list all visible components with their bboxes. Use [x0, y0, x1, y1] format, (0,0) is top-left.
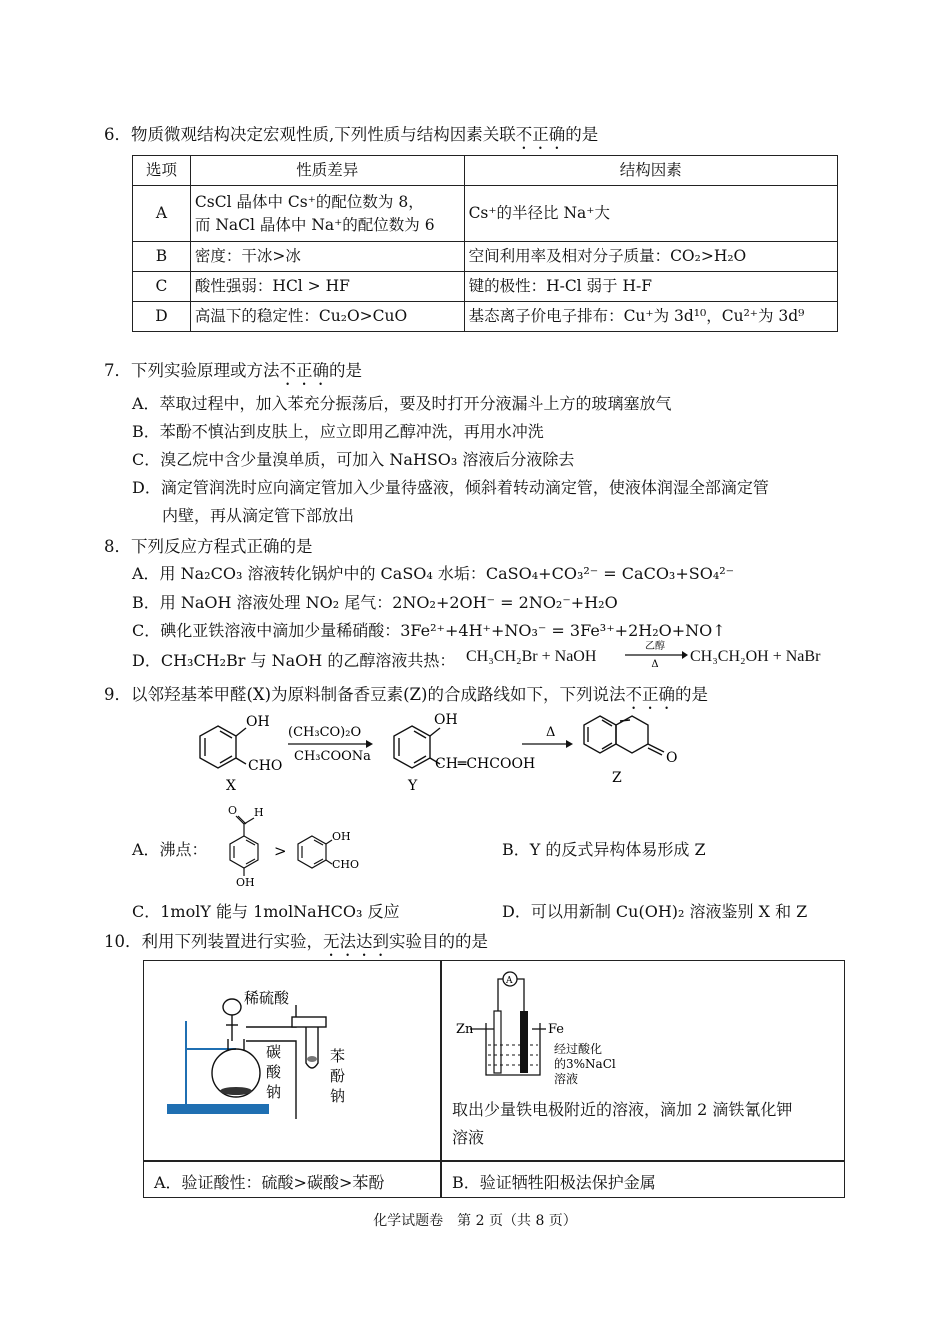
q6-row-property: 酸性强弱：HCl > HF — [190, 272, 464, 302]
q10-stem-text: 利用下列装置进行实验， — [141, 932, 323, 951]
svg-text:O: O — [228, 804, 238, 817]
z-label: Z — [612, 770, 622, 786]
q6-row-option: D — [133, 302, 191, 332]
x-oh-label: OH — [246, 714, 270, 730]
flask-label-3: 钠 — [266, 1083, 282, 1101]
q8-stem-text: 下列反应方程式正确的是 — [131, 537, 313, 556]
q6-row-property — [190, 186, 464, 242]
a-ortho-oh: OH — [332, 830, 351, 843]
q9-option-a-label: A．沸点： — [132, 840, 208, 859]
table-row — [133, 242, 838, 272]
flask-label-1: 碳 — [266, 1043, 282, 1061]
q9-option-c: C．1molY 能与 1molNaHCO₃ 反应 — [132, 902, 400, 921]
q7-stem-text: 下列实验原理或方法 — [131, 361, 280, 380]
q6-row-property-line1: CsCl 晶体中 Cs⁺的配位数为 8， — [194, 192, 424, 211]
z-carbonyl-o: O — [666, 750, 678, 766]
q10-stem-end: 实验目的的是 — [389, 932, 488, 951]
q10-apparatus-table — [143, 960, 845, 1198]
q9-option-a-structures — [208, 800, 368, 888]
flask-label-2: 酸 — [266, 1063, 282, 1081]
solution-label-2: 的3%NaCl — [554, 1057, 616, 1071]
q8-stem — [104, 533, 313, 557]
q6-row-property: 高温下的稳定性：Cu₂O>CuO — [190, 302, 464, 332]
tube-label-2: 酚 — [330, 1067, 346, 1085]
q10-caption-a: A．验证酸性：硫酸>碳酸>苯酚 — [154, 1173, 385, 1192]
q6-stem-end: 的是 — [565, 125, 599, 144]
q6-row-factor: 基态离子价电子排布：Cu⁺为 3d¹⁰，Cu²⁺为 3d⁹ — [464, 302, 837, 332]
q6-header-option: 选项 — [133, 156, 191, 186]
q8-reaction-arrow — [622, 640, 688, 670]
y-oh-label: OH — [434, 712, 458, 728]
q8-option-d-reactants: CH₃CH₂Br + NaOH — [466, 648, 597, 665]
reagent-bottom: CH₃COONa — [294, 749, 371, 764]
q9-option-d: D．可以用新制 Cu(OH)₂ 溶液鉴别 X 和 Z — [502, 902, 808, 921]
q8-option-c: C．碘化亚铁溶液中滴加少量稀硝酸：3Fe²⁺+4H⁺+NO₃⁻ = 3Fe³⁺+2H₂O+NO↑ — [132, 621, 726, 640]
zinc-electrode-label: Zn — [456, 1022, 474, 1037]
q6-header-property: 性质差异 — [190, 156, 464, 186]
q6-row-option: C — [133, 272, 191, 302]
heat-label: Δ — [546, 725, 556, 740]
q10-number: 10． — [104, 932, 142, 951]
q6-row-option: B — [133, 242, 191, 272]
q6-row-factor: 空间利用率及相对分子质量：CO₂>H₂O — [464, 242, 837, 272]
solution-label-1: 经过酸化 — [554, 1042, 603, 1056]
q8-option-b: B．用 NaOH 溶液处理 NO₂ 尾气：2NO₂+2OH⁻ = 2NO₂⁻+H₂O — [132, 593, 618, 612]
q8-option-d — [132, 648, 455, 671]
q6-header-factor: 结构因素 — [464, 156, 837, 186]
q8-number: 8． — [104, 537, 131, 556]
solution-label-3: 溶液 — [554, 1072, 579, 1085]
table-row — [133, 272, 838, 302]
q7-option-b: B．苯酚不慎沾到皮肤上，应立即用乙醇冲洗，再用水冲洗 — [132, 422, 544, 441]
q9-option-b: B．Y 的反式异构体易形成 Z — [502, 840, 706, 859]
q8-condition-bottom: Δ — [651, 659, 659, 670]
y-chain-label: CH═CHCOOH — [435, 756, 536, 772]
q6-row-option: A — [133, 186, 191, 242]
q7-option-a: A．萃取过程中，加入苯充分振荡后，要及时打开分液漏斗上方的玻璃塞放气 — [132, 394, 672, 413]
q6-emphasis: 不正确 — [515, 125, 566, 144]
iron-electrode-label: Fe — [548, 1022, 565, 1037]
q8-option-d-products: CH₃CH₂OH + NaBr — [690, 648, 821, 665]
q10-right-description-line2: 溶液 — [452, 1128, 485, 1147]
tube-label-3: 钠 — [330, 1087, 346, 1105]
q9-emphasis: 不正确 — [625, 685, 675, 704]
q6-stem — [104, 121, 598, 153]
q7-option-c: C．溴乙烷中含少量溴单质，可加入 NaHSO₃ 溶液后分液除去 — [132, 450, 575, 469]
ammeter-label: A — [506, 976, 513, 986]
q6-row-factor: 键的极性：H-Cl 弱于 H-F — [464, 272, 837, 302]
table-row — [133, 186, 838, 242]
q6-table — [132, 155, 838, 332]
page-footer: 化学试题卷 第 2 页（共 8 页） — [373, 1213, 577, 1229]
a-para-oh: OH — [236, 876, 255, 888]
q9-synthesis-scheme — [180, 706, 700, 796]
q7-stem — [104, 357, 362, 389]
q6-row-factor: Cs⁺的半径比 Na⁺大 — [464, 186, 837, 242]
q6-header-row — [133, 156, 838, 186]
molecule-y — [394, 726, 440, 768]
q7-number: 7． — [104, 361, 131, 380]
q6-row-property: 密度：干冰>冰 — [190, 242, 464, 272]
q10-caption-b: B．验证牺牲阳极法保护金属 — [452, 1173, 656, 1192]
q10-right-description-line1: 取出少量铁电极附近的溶液，滴加 2 滴铁氰化钾 — [452, 1100, 793, 1119]
q9-stem-end: 的是 — [674, 685, 708, 704]
tube-label-1: 苯 — [330, 1047, 346, 1065]
q10-emphasis: 无法达到 — [323, 932, 389, 951]
q7-option-d: D．滴定管润洗时应向滴定管加入少量待盛液，倾斜着转动滴定管，使液体润湿全部滴定管 — [132, 478, 769, 497]
q10-stem — [104, 928, 488, 960]
q6-number: 6． — [104, 125, 131, 144]
reagent-top: (CH₃CO)₂O — [288, 725, 362, 740]
y-label: Y — [408, 778, 418, 794]
table-row — [133, 302, 838, 332]
q6-row-property-line2: 而 NaCl 晶体中 Na⁺的配位数为 6 — [194, 215, 435, 234]
acid-strength-apparatus — [156, 971, 436, 1121]
x-cho-label: CHO — [248, 758, 283, 774]
q8-option-a: A．用 Na₂CO₃ 溶液转化锅炉中的 CaSO₄ 水垢：CaSO₄+CO₃²⁻ = CaCO₃+SO₄²⁻ — [132, 564, 735, 583]
q7-option-d-cont: 内壁，再从滴定管下部放出 — [162, 506, 355, 525]
a-ortho-cho: CHO — [332, 858, 360, 871]
sacrificial-anode-apparatus — [450, 967, 690, 1085]
q6-stem-text: 物质微观结构决定宏观性质,下列性质与结构因素关联 — [131, 125, 516, 144]
q8-option-d-text: D．CH₃CH₂Br 与 NaOH 的乙醇溶液共热： — [132, 651, 456, 670]
a-aldehyde-h: H — [254, 806, 264, 819]
dilute-sulfuric-acid-label: 稀硫酸 — [244, 989, 290, 1007]
a-greater-than: > — [274, 842, 287, 860]
q9-number: 9． — [104, 685, 131, 704]
q9-stem-text: 以邻羟基苯甲醛(X)为原料制备香豆素(Z)的合成路线如下，下列说法 — [131, 685, 626, 704]
q8-condition-top: 乙醇 — [645, 641, 665, 652]
q7-stem-end: 的是 — [329, 361, 362, 380]
x-label: X — [226, 778, 236, 794]
q7-emphasis: 不正确 — [279, 361, 329, 380]
molecule-x — [200, 726, 246, 768]
molecule-z — [584, 716, 664, 755]
